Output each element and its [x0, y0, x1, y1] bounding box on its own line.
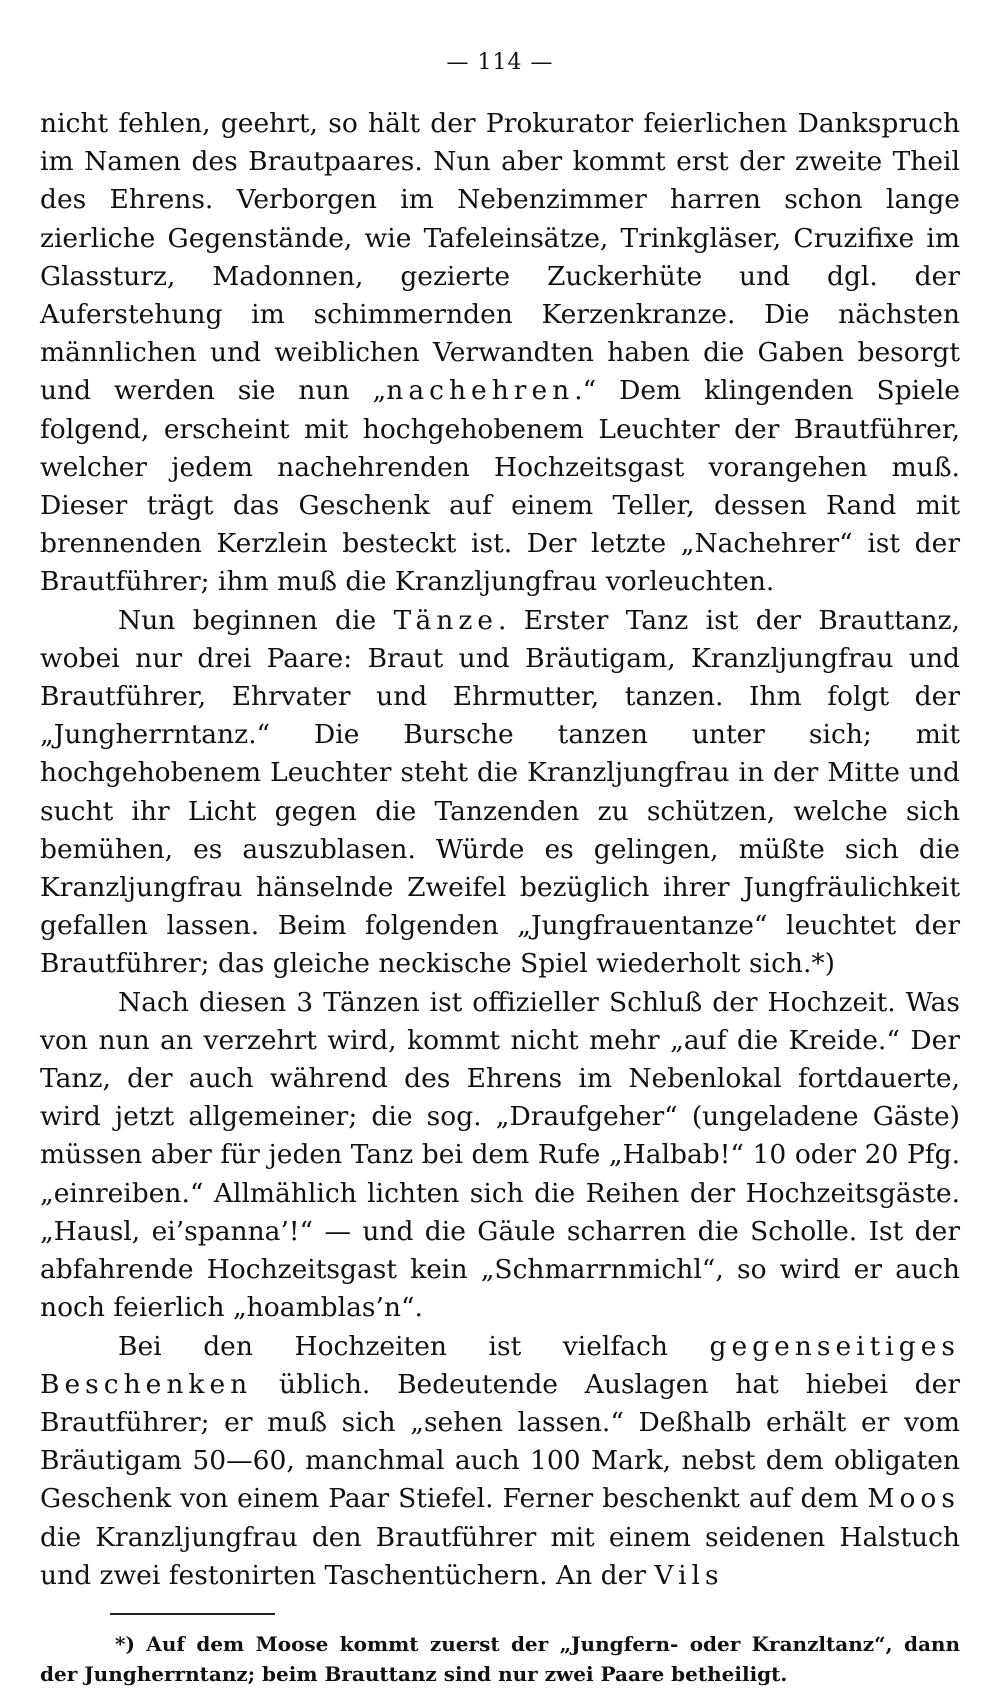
text-segment: Bei den Hochzeiten ist vielfach: [118, 1330, 710, 1362]
spaced-text-segment: Tänze: [393, 604, 498, 636]
text-segment: üblich. Bedeutende Auslagen hat hiebei der Brautführer; er muß sich „sehen lassen.“ Deßhalb erhält er vom Bräutigam 50—60, manchmal auch 100 Mark, nebst dem obligaten Geschenk von einem Paar Stiefel. Ferner beschenkt auf dem: [40, 1368, 960, 1515]
spaced-text-segment: Moos: [867, 1483, 960, 1515]
text-segment: Nun beginnen die: [118, 604, 394, 636]
text-segment: Nach diesen 3 Tänzen ist offizieller Schluß der Hochzeit. Was von nun an verzehrt wird, kommt nicht mehr „auf die Kreide.“ Der Tanz, der auch während des Ehrens im Nebenlokal fortdauerte, wird jetzt allgemeiner; die sog. „Draufgeher“ (ungeladene Gäste) müssen aber für jeden Tanz bei dem Rufe „Halbab!“ 10 oder 20 Pfg. „einreiben.“ Allmählich lichten sich die Reihen der Hochzeitsgäste. „Hausl, ei’spanna’!“ — und die Gäule scharren die Scholle. Ist der abfahrende Hochzeitsgast kein „Schmarrnmichl“, so wird er auch noch feierlich „hoamblas’n“.: [40, 986, 960, 1324]
paragraph-1: [40, 105, 960, 602]
paragraph-4: [40, 1328, 960, 1595]
page-number: — 114 —: [446, 50, 554, 75]
text-segment: . Erster Tanz ist der Brauttanz, wobei nur drei Paare: Braut und Bräutigam, Kranzljungfrau und Brautführer, Ehrvater und Ehrmutter, tanzen. Ihm folgt der „Jungherrntanz.“ Die Bursche tanzen unter sich; mit hochgehobenem Leuchter steht die Kranzljungfrau in der Mitte und sucht ihr Licht gegen die Tanzenden zu schützen, welche sich bemühen, es auszublasen. Würde es gelingen, müßte sich die Kranzljungfrau hänselnde Zweifel bezüglich ihrer Jungfräulichkeit gefallen lassen. Beim folgenden „Jungfrauentanze“ leuchtet der Brautführer; das gleiche neckische Spiel wiederholt sich.*): [40, 604, 960, 980]
spaced-text-segment: gegenseitiges Beschenken: [40, 1330, 960, 1400]
footnote-divider: [110, 1613, 275, 1615]
text-segment: nicht fehlen, geehrt, so hält der Prokurator feierlichen Dankspruch im Namen des Brautpaares. Nun aber kommt erst der zweite Theil des Ehrens. Verborgen im Nebenzimmer harren schon lange zierliche Gegenstände, wie Tafeleinsätze, Trinkgläser, Cruzifixe im Glassturz, Madonnen, gezierte Zuckerhüte und dgl. der Auferstehung im schimmernden Kerzenkranze. Die nächsten männlichen und weiblichen Verwandten haben die Gaben besorgt und werden sie nun „: [40, 108, 960, 407]
spaced-text-segment: Vils: [654, 1559, 724, 1591]
footnote: *) Auf dem Moose kommt zuerst der „Jungfern- oder Kranzltanz“, dann der Jungherrntanz; beim Brauttanz sind nur zwei Paare betheiligt.: [40, 1631, 960, 1686]
book-page: [40, 40, 960, 1686]
paragraph-2: [40, 602, 960, 984]
spaced-text-segment: nachehren: [386, 375, 575, 407]
paragraph-3: [40, 984, 960, 1328]
text-segment: die Kranzljungfrau den Brautführer mit einem seidenen Halstuch und zwei festonirten Taschentüchern. An der: [40, 1521, 960, 1591]
text-segment: .“ Dem klingenden Spiele folgend, erscheint mit hochgehobenem Leuchter der Brautführer, welcher jedem nachehrenden Hochzeitsgast vorangehen muß. Dieser trägt das Geschenk auf einem Teller, dessen Rand mit brennenden Kerzlein besteckt ist. Der letzte „Nachehrer“ ist der Brautführer; ihm muß die Kranzljungfrau vorleuchten.: [40, 375, 960, 598]
body-text: [40, 105, 960, 1595]
